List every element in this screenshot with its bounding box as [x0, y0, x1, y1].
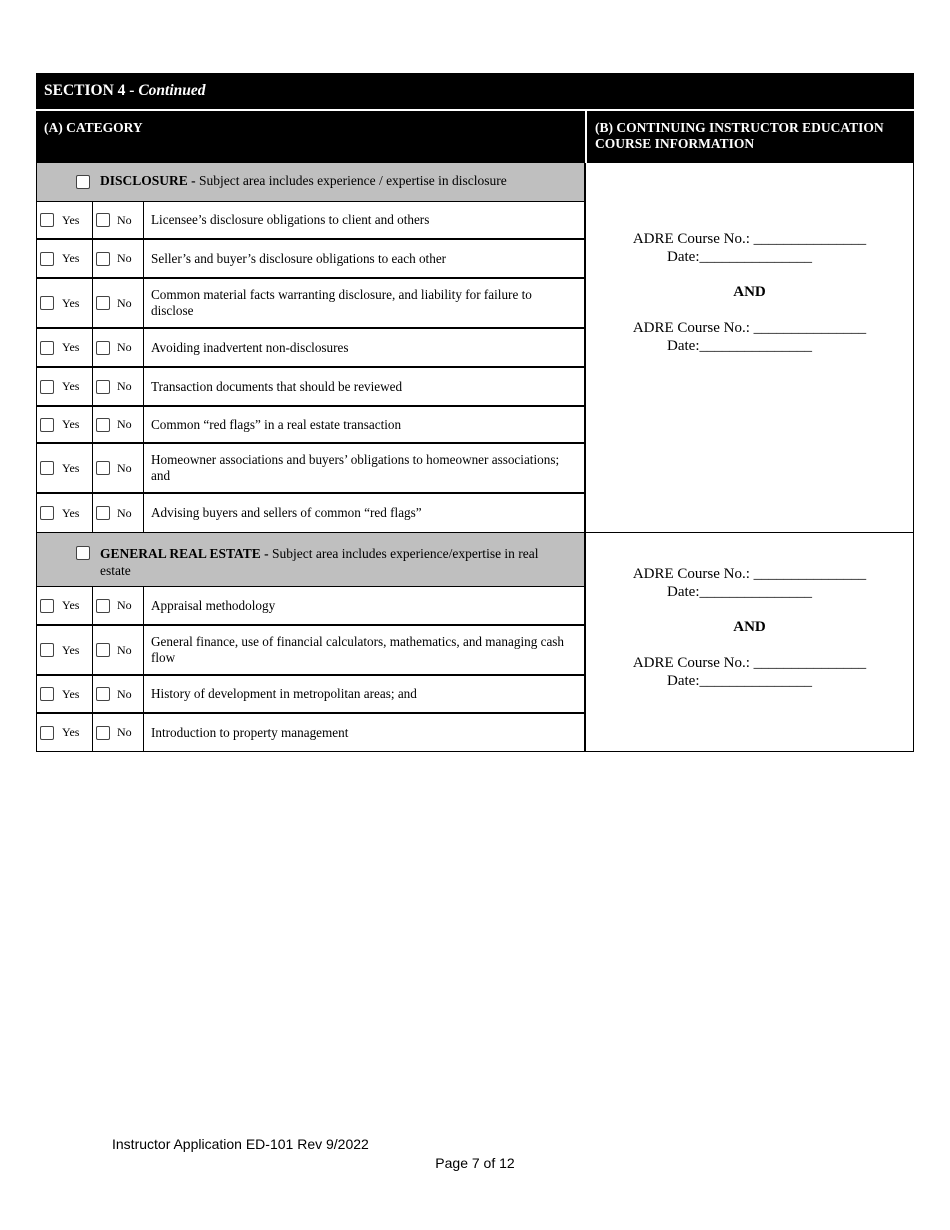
item-text: Common material facts warranting disclosure, and liability for failure to disclose: [151, 287, 532, 318]
item-text: Transaction documents that should be reviewed: [151, 378, 403, 394]
date-field-4[interactable]: Date:_______________: [667, 672, 812, 689]
yes-checkbox[interactable]: [40, 461, 54, 475]
course-no-field-4[interactable]: ADRE Course No.: _______________: [632, 654, 867, 671]
item-text: General finance, use of financial calculators, mathematics, and managing cash flow: [151, 634, 565, 665]
yes-checkbox[interactable]: [40, 643, 54, 657]
table-row: [37, 240, 584, 279]
disclosure-block: [36, 163, 914, 533]
disclosure-rows: [37, 202, 584, 532]
disclosure-group-header: [37, 163, 584, 202]
form-id: Instructor Application ED-101 Rev 9/2022: [112, 1136, 369, 1152]
item-text: Appraisal methodology: [151, 597, 276, 613]
yes-label: Yes: [62, 340, 80, 354]
yes-label: Yes: [62, 505, 80, 520]
table-row: [37, 329, 584, 368]
no-checkbox[interactable]: [96, 252, 110, 266]
disclosure-desc: Subject area includes experience / expertise in disclosure: [199, 173, 507, 188]
item-text: Introduction to property management: [151, 724, 349, 740]
yes-checkbox[interactable]: [40, 341, 54, 355]
no-label: No: [117, 642, 132, 657]
no-checkbox[interactable]: [96, 341, 110, 355]
category-column-header: (A) CATEGORY: [36, 111, 585, 163]
yes-checkbox[interactable]: [40, 687, 54, 701]
general-real-estate-block: [36, 533, 914, 752]
yes-label: Yes: [62, 686, 80, 701]
yes-label: Yes: [62, 725, 80, 739]
disclosure-title: DISCLOSURE -: [100, 173, 200, 188]
item-text: Avoiding inadvertent non-disclosures: [151, 339, 349, 355]
no-checkbox[interactable]: [96, 643, 110, 657]
table-row: [37, 494, 584, 532]
general-category-column: [36, 533, 586, 751]
course-no-field-1[interactable]: ADRE Course No.: _______________: [632, 231, 867, 247]
general-course-info: [586, 533, 914, 751]
no-checkbox[interactable]: [96, 380, 110, 394]
page-number: Page 7 of 12: [435, 1155, 515, 1171]
no-label: No: [117, 212, 132, 227]
yes-label: Yes: [62, 212, 80, 227]
yes-label: Yes: [62, 251, 80, 265]
item-text: Advising buyers and sellers of common “red flags”: [151, 505, 422, 520]
item-text: Licensee’s disclosure obligations to client and others: [151, 212, 430, 227]
no-checkbox[interactable]: [96, 296, 110, 310]
date-field-1[interactable]: Date:_______________: [667, 249, 812, 265]
column-headers: [36, 109, 914, 163]
no-checkbox[interactable]: [96, 506, 110, 520]
section-title: SECTION 4 -: [44, 82, 139, 99]
no-label: No: [117, 417, 132, 431]
no-checkbox[interactable]: [96, 418, 110, 432]
item-text: Seller’s and buyer’s disclosure obligations to each other: [151, 250, 447, 266]
yes-label: Yes: [62, 460, 80, 475]
table-row: [37, 279, 584, 329]
general-group-header: [37, 533, 584, 587]
yes-label: Yes: [62, 598, 80, 612]
date-field-2[interactable]: Date:_______________: [667, 338, 812, 354]
no-checkbox[interactable]: [96, 213, 110, 227]
course-no-field-2[interactable]: ADRE Course No.: _______________: [632, 320, 867, 336]
table-row: [37, 587, 584, 626]
table-row: [37, 444, 584, 494]
yes-checkbox[interactable]: [40, 506, 54, 520]
application-form: [36, 73, 914, 752]
yes-label: Yes: [62, 379, 80, 393]
yes-checkbox[interactable]: [40, 380, 54, 394]
yes-checkbox[interactable]: [40, 296, 54, 310]
no-checkbox[interactable]: [96, 461, 110, 475]
and-label: AND: [733, 284, 766, 300]
no-label: No: [117, 295, 132, 310]
item-text: Common “red flags” in a real estate transaction: [151, 416, 402, 432]
yes-checkbox[interactable]: [40, 213, 54, 227]
no-label: No: [117, 251, 132, 265]
table-row: [37, 626, 584, 676]
no-label: No: [117, 686, 132, 701]
general-real-estate-checkbox[interactable]: [76, 546, 90, 560]
section-header: [36, 73, 914, 109]
yes-checkbox[interactable]: [40, 252, 54, 266]
no-label: No: [117, 460, 132, 475]
table-row: [37, 714, 584, 751]
no-checkbox[interactable]: [96, 726, 110, 740]
no-label: No: [117, 725, 132, 739]
disclosure-category-column: [36, 163, 586, 532]
yes-checkbox[interactable]: [40, 418, 54, 432]
course-no-field-3[interactable]: ADRE Course No.: _______________: [632, 565, 867, 582]
no-label: No: [117, 379, 132, 393]
item-text: History of development in metropolitan areas; and: [151, 686, 417, 701]
no-label: No: [117, 598, 132, 612]
no-checkbox[interactable]: [96, 599, 110, 613]
and-label: AND: [733, 618, 766, 635]
yes-label: Yes: [62, 417, 80, 431]
yes-label: Yes: [62, 642, 80, 657]
table-row: [37, 368, 584, 407]
table-row: [37, 202, 584, 240]
course-info-column-header: (B) CONTINUING INSTRUCTOR EDUCATION COURSE INFORMATION: [585, 111, 914, 163]
yes-label: Yes: [62, 295, 80, 310]
general-title: GENERAL REAL ESTATE -: [100, 546, 273, 561]
general-rows: [37, 587, 584, 751]
section-subtitle: Continued: [138, 82, 206, 99]
date-field-3[interactable]: Date:_______________: [667, 583, 812, 600]
table-row: [37, 407, 584, 444]
table-row: [37, 676, 584, 714]
general-desc: Subject area includes experience/expertise in real estate: [100, 546, 539, 578]
no-label: No: [117, 340, 132, 354]
disclosure-course-info: [586, 163, 914, 532]
disclosure-checkbox[interactable]: [76, 175, 90, 189]
no-label: No: [117, 505, 132, 520]
yes-checkbox[interactable]: [40, 726, 54, 740]
item-text: Homeowner associations and buyers’ obligations to homeowner associations; and: [151, 452, 560, 483]
no-checkbox[interactable]: [96, 687, 110, 701]
yes-checkbox[interactable]: [40, 599, 54, 613]
